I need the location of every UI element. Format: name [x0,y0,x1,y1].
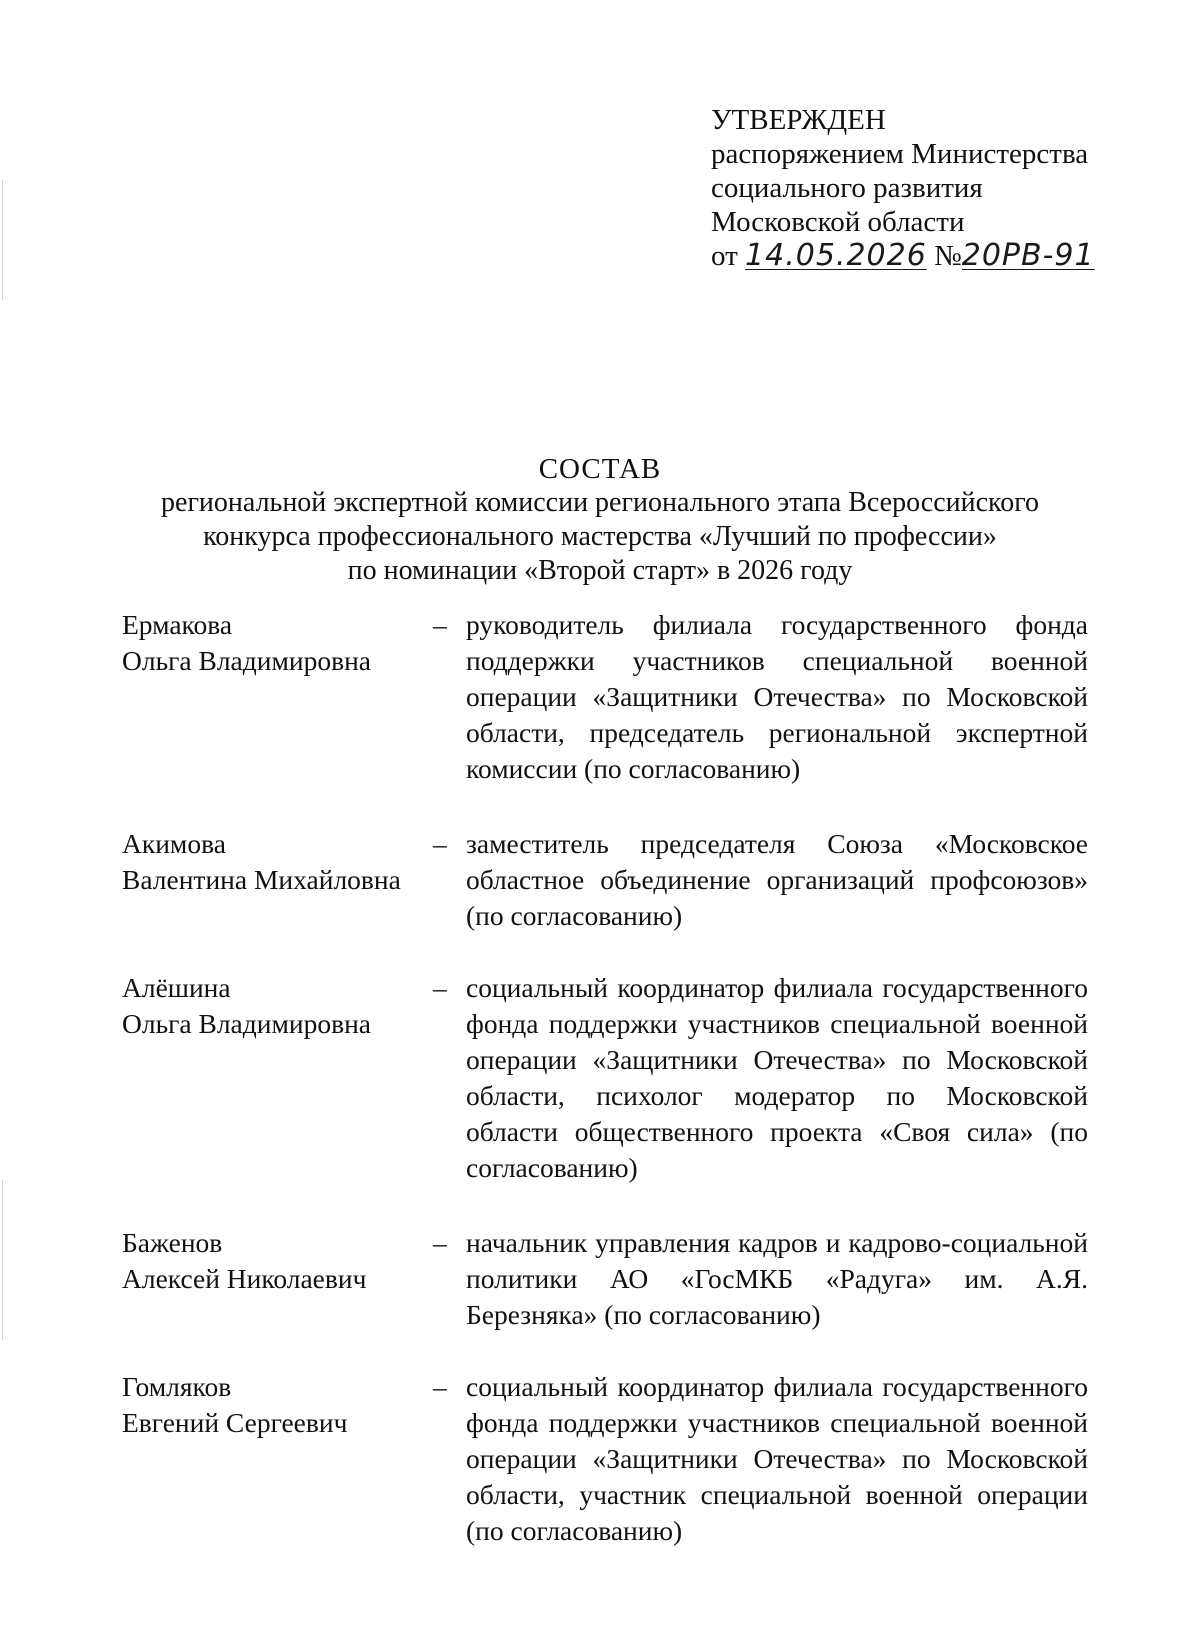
member-given-name: Алексей Николаевич [122,1263,367,1294]
member-dash: – [433,1371,447,1402]
approval-heading: УТВЕРЖДЕН [711,104,886,136]
member-dash: – [433,1227,447,1258]
handwritten-number: 20РВ-91 [961,238,1095,273]
scan-edge-mark [2,180,3,300]
member-dash: – [433,972,447,1003]
member-surname: Гомляков [122,1371,232,1402]
date-prefix: от [711,240,738,272]
title-line-3: по номинации «Второй старт» в 2026 году [347,555,853,586]
title-main: СОСТАВ [538,453,662,485]
approval-date-line [711,239,1151,273]
approval-line-2: социального развития [711,172,983,204]
title-line-1: региональной экспертной комиссии регионального этапа Всероссийского [161,487,1039,518]
member-role: заместитель председателя Союза «Московское областное объединение организаций профсоюзов» (по согласованию) [466,828,1088,931]
member-given-name: Ольга Владимировна [122,645,371,676]
member-name [122,970,432,1042]
approval-line-3: Московской области [711,206,965,238]
number-sign: № [934,240,962,272]
member-dash: – [433,609,447,640]
approval-line-1: распоряжением Министерства [711,138,1089,170]
member-role: социальный координатор филиала государственного фонда поддержки участников специальной военной операции «Защитники Отечества» по Московской области, психолог модератор по Московской области общественного проекта «Своя сила» (по согласованию) [466,972,1088,1183]
member-role: начальник управления кадров и кадрово-социальной политики АО «ГосМКБ «Радуга» им. А.Я. Березняка» (по согласованию) [466,1227,1088,1330]
member-role: социальный координатор филиала государственного фонда поддержки участников специальной военной операции «Защитники Отечества» по Московской области, участник специальной военной операции (по согласованию) [466,1371,1088,1546]
member-surname: Алёшина [122,972,231,1003]
member-surname: Баженов [122,1227,223,1258]
member-given-name: Ольга Владимировна [122,1008,371,1039]
approval-stamp-block [711,103,1151,273]
member-surname: Акимова [122,828,226,859]
member-given-name: Валентина Михайловна [122,864,401,895]
member-role: руководитель филиала государственного фонда поддержки участников специальной военной операции «Защитники Отечества» по Московской области, председатель региональной экспертной комиссии (по согласованию) [466,609,1088,784]
member-name [122,607,432,679]
title-line-2: конкурса профессионального мастерства «Лучший по профессии» [203,521,997,552]
handwritten-date: 14.05.2026 [745,238,927,273]
member-dash: – [433,828,447,859]
scan-edge-mark [2,1180,3,1340]
member-name [122,826,432,898]
member-name [122,1225,432,1297]
member-name [122,1369,432,1441]
document-title [100,452,1100,588]
member-given-name: Евгений Сергеевич [122,1407,348,1438]
member-surname: Ермакова [122,609,233,640]
